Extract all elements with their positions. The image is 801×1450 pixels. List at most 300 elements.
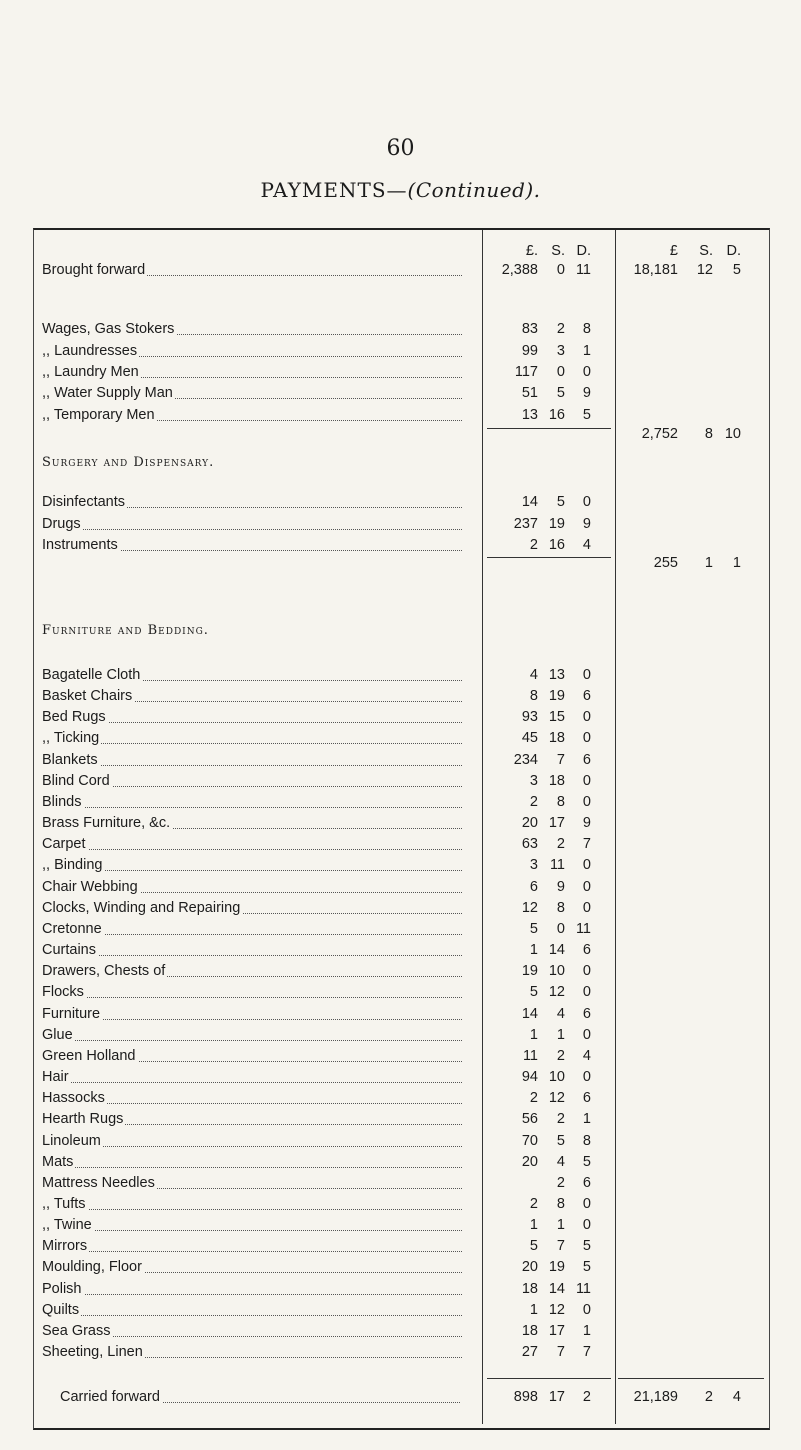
furniture-row-label-text: ,, Tufts — [42, 1196, 86, 1212]
leader-dots — [42, 934, 462, 935]
furniture-amt-pounds: 5 — [529, 984, 538, 1000]
furniture-amt-pence: 0 — [582, 1217, 591, 1233]
surgery-total-pence: 1 — [732, 555, 741, 571]
furniture-row-label — [42, 1194, 462, 1214]
furniture-row-label — [42, 1152, 462, 1172]
leader-dots — [42, 743, 462, 744]
wages-row-label — [42, 341, 462, 361]
furniture-amt-pounds: 12 — [521, 900, 538, 916]
furniture-amt-pence: 0 — [582, 1302, 591, 1318]
furniture-amt-shillings: 1 — [556, 1027, 565, 1043]
furniture-amt-shillings: 2 — [556, 836, 565, 852]
wages-amt-pence: 8 — [582, 321, 591, 337]
furniture-row-label — [42, 1067, 462, 1087]
furniture-amt-pence: 5 — [582, 1154, 591, 1170]
furniture-row — [0, 707, 801, 727]
leader-dots — [42, 807, 462, 808]
furniture-row-label — [42, 665, 462, 685]
furniture-row-label-text: Blinds — [42, 794, 82, 810]
furniture-subtotal-rule — [487, 1378, 611, 1379]
furniture-row — [0, 813, 801, 833]
furniture-amt-pounds: 1 — [529, 942, 538, 958]
furniture-row — [0, 961, 801, 981]
furniture-amt-pounds: 3 — [529, 857, 538, 873]
furniture-amt-pounds: 2 — [529, 1090, 538, 1106]
furniture-amt-pence: 0 — [582, 667, 591, 683]
furniture-row-label — [42, 898, 462, 918]
brought-forward-total-pence: 5 — [732, 262, 741, 278]
carried-forward-mid-shillings: 17 — [548, 1389, 565, 1405]
furniture-row — [0, 1067, 801, 1087]
furniture-row-label-text: Bagatelle Cloth — [42, 667, 141, 683]
furniture-amt-pence: 1 — [582, 1323, 591, 1339]
furniture-row — [0, 1279, 801, 1299]
furniture-amt-pence: 0 — [582, 857, 591, 873]
wages-total-row — [0, 424, 801, 444]
furniture-amt-shillings: 12 — [548, 1090, 565, 1106]
furniture-row — [0, 686, 801, 706]
furniture-amt-shillings: 8 — [556, 900, 565, 916]
furniture-amt-pence: 0 — [582, 963, 591, 979]
furniture-row — [0, 1004, 801, 1024]
wages-row-label-text: ,, Laundresses — [42, 343, 138, 359]
heading-sub: (Continued). — [407, 178, 541, 202]
brought-forward-mid-pence: 11 — [575, 262, 591, 278]
furniture-amt-pence: 0 — [582, 1069, 591, 1085]
furniture-amt-pence: 0 — [582, 1027, 591, 1043]
right-header-pence: D. — [726, 243, 741, 259]
wages-amt-pounds: 117 — [514, 364, 538, 380]
furniture-row-label-text: Moulding, Floor — [42, 1259, 142, 1275]
furniture-amt-pence: 7 — [582, 1344, 591, 1360]
furniture-amt-shillings: 2 — [556, 1111, 565, 1127]
furniture-amt-pence: 0 — [582, 879, 591, 895]
carried-forward-total-shillings: 2 — [704, 1389, 713, 1405]
leader-dots — [42, 1082, 462, 1083]
surgery-row — [0, 514, 801, 534]
furniture-row-label-text: Cretonne — [42, 921, 102, 937]
furniture-row — [0, 1088, 801, 1108]
furniture-row — [0, 940, 801, 960]
surgery-row — [0, 492, 801, 512]
furniture-amt-shillings: 14 — [548, 942, 565, 958]
furniture-amt-shillings: 8 — [556, 1196, 565, 1212]
currency-header — [0, 241, 801, 261]
wages-row-label — [42, 405, 462, 425]
furniture-row — [0, 1173, 801, 1193]
surgery-row-label — [42, 535, 462, 555]
wages-row — [0, 362, 801, 382]
wages-row-label — [42, 319, 462, 339]
brought-forward-row-label — [42, 260, 462, 280]
furniture-amt-pence: 6 — [582, 1006, 591, 1022]
furniture-row-label — [42, 919, 462, 939]
wages-amt-shillings: 0 — [556, 364, 565, 380]
furniture-row-label — [42, 1109, 462, 1129]
furniture-amt-pence: 5 — [582, 1259, 591, 1275]
furniture-row-label — [42, 940, 462, 960]
furniture-amt-pence: 0 — [582, 984, 591, 1000]
furniture-amt-pounds: 8 — [529, 688, 538, 704]
furniture-amt-shillings: 7 — [556, 1238, 565, 1254]
furniture-amt-pounds: 20 — [521, 1154, 538, 1170]
furniture-row — [0, 834, 801, 854]
furniture-amt-shillings: 18 — [548, 730, 565, 746]
furniture-amt-shillings: 12 — [548, 984, 565, 1000]
furniture-amt-pounds: 20 — [521, 815, 538, 831]
furniture-row-label-text: Furniture — [42, 1006, 101, 1022]
leader-dots — [42, 997, 462, 998]
furniture-row-label-text: Blind Cord — [42, 773, 110, 789]
furniture-amt-pounds: 5 — [529, 921, 538, 937]
furniture-amt-pence: 0 — [582, 900, 591, 916]
furniture-row-label — [42, 855, 462, 875]
furniture-row — [0, 1046, 801, 1066]
surgery-section-title: Surgery and Dispensary. — [42, 455, 215, 470]
wages-amt-pence: 5 — [582, 407, 591, 423]
furniture-amt-pounds: 93 — [521, 709, 538, 725]
furniture-row — [0, 792, 801, 812]
furniture-row-label-text: Glue — [42, 1027, 73, 1043]
furniture-row-label — [42, 686, 462, 706]
furniture-row-label-text: Curtains — [42, 942, 96, 958]
brought-forward-row — [0, 260, 801, 280]
furniture-row-label — [42, 771, 462, 791]
furniture-row-label-text: ,, Ticking — [42, 730, 100, 746]
furniture-row — [0, 1131, 801, 1151]
surgery-amt-shillings: 5 — [556, 494, 565, 510]
surgery-total-shillings: 1 — [704, 555, 713, 571]
furniture-row — [0, 1321, 801, 1341]
surgery-total-row — [0, 553, 801, 573]
carried-forward-total-pounds: 21,189 — [633, 1389, 678, 1405]
wages-row-label-text: ,, Temporary Men — [42, 407, 155, 423]
page-heading — [0, 178, 801, 202]
furniture-amt-pounds: 14 — [521, 1006, 538, 1022]
brought-forward-total-pounds: 18,181 — [633, 262, 678, 278]
leader-dots — [42, 1040, 462, 1041]
wages-amt-pence: 9 — [582, 385, 591, 401]
furniture-row-label-text: Chair Webbing — [42, 879, 138, 895]
furniture-amt-shillings: 0 — [556, 921, 565, 937]
leader-dots — [42, 870, 462, 871]
furniture-row — [0, 728, 801, 748]
leader-dots — [42, 529, 462, 530]
furniture-row-label — [42, 1025, 462, 1045]
furniture-amt-pounds: 2 — [529, 794, 538, 810]
furniture-row-label-text: Brass Furniture, &c. — [42, 815, 171, 831]
furniture-row-label — [42, 1215, 462, 1235]
wages-amt-shillings: 5 — [556, 385, 565, 401]
furniture-amt-pence: 1 — [582, 1111, 591, 1127]
furniture-row-label-text: ,, Binding — [42, 857, 103, 873]
furniture-amt-shillings: 5 — [556, 1133, 565, 1149]
furniture-amt-pence: 0 — [582, 773, 591, 789]
heading-main: PAYMENTS— — [260, 178, 408, 202]
furniture-row — [0, 1152, 801, 1172]
furniture-amt-shillings: 12 — [548, 1302, 565, 1318]
furniture-amt-pence: 6 — [582, 1175, 591, 1191]
furniture-amt-pounds: 27 — [521, 1344, 538, 1360]
furniture-row-label-text: Green Holland — [42, 1048, 136, 1064]
furniture-amt-pounds: 1 — [529, 1027, 538, 1043]
furniture-row-label — [42, 1236, 462, 1256]
wages-row-label — [42, 362, 462, 382]
furniture-row-label-text: Mattress Needles — [42, 1175, 155, 1191]
furniture-amt-pence: 6 — [582, 752, 591, 768]
furniture-row-label — [42, 1131, 462, 1151]
furniture-amt-shillings: 1 — [556, 1217, 565, 1233]
furniture-row-label — [42, 1300, 462, 1320]
furniture-amt-shillings: 7 — [556, 752, 565, 768]
furniture-row-label-text: Hair — [42, 1069, 69, 1085]
furniture-row-label — [42, 1342, 462, 1362]
furniture-row — [0, 1109, 801, 1129]
furniture-amt-shillings: 9 — [556, 879, 565, 895]
surgery-amt-shillings: 16 — [548, 537, 565, 553]
furniture-row — [0, 877, 801, 897]
wages-amt-pence: 0 — [582, 364, 591, 380]
leader-dots — [42, 1315, 462, 1316]
leader-dots — [42, 1251, 462, 1252]
furniture-row-label — [42, 728, 462, 748]
leader-dots — [42, 1230, 462, 1231]
surgery-total-pounds: 255 — [653, 555, 678, 571]
furniture-row — [0, 1236, 801, 1256]
furniture-row-label-text: Carpet — [42, 836, 86, 852]
surgery-amt-pence: 4 — [582, 537, 591, 553]
furniture-row-label-text: Polish — [42, 1281, 82, 1297]
furniture-row — [0, 919, 801, 939]
wages-amt-shillings: 2 — [556, 321, 565, 337]
page-number: 60 — [386, 136, 415, 161]
furniture-amt-pounds: 3 — [529, 773, 538, 789]
furniture-row — [0, 771, 801, 791]
furniture-amt-shillings: 7 — [556, 1344, 565, 1360]
furniture-amt-pounds: 11 — [522, 1048, 538, 1064]
furniture-row-label-text: Basket Chairs — [42, 688, 133, 704]
furniture-amt-pence: 6 — [582, 688, 591, 704]
surgery-amt-pounds: 2 — [529, 537, 538, 553]
furniture-row-label-text: ,, Twine — [42, 1217, 92, 1233]
furniture-row-label-text: Quilts — [42, 1302, 80, 1318]
furniture-amt-pence: 11 — [575, 921, 591, 937]
furniture-row — [0, 750, 801, 770]
furniture-amt-pence: 4 — [582, 1048, 591, 1064]
furniture-amt-shillings: 14 — [548, 1281, 565, 1297]
brought-forward-row-label-text: Brought forward — [42, 262, 146, 278]
carried-forward-label — [60, 1387, 460, 1407]
furniture-row-label — [42, 792, 462, 812]
furniture-row-label — [42, 1004, 462, 1024]
furniture-row — [0, 1342, 801, 1362]
wages-amt-pounds: 99 — [521, 343, 538, 359]
furniture-amt-shillings: 4 — [556, 1154, 565, 1170]
surgery-row-label — [42, 514, 462, 534]
surgery-amt-shillings: 19 — [548, 516, 565, 532]
furniture-row-label-text: Drawers, Chests of — [42, 963, 166, 979]
mid-header-pounds: £. — [525, 243, 538, 259]
wages-row — [0, 383, 801, 403]
furniture-row-label — [42, 877, 462, 897]
furniture-amt-shillings: 10 — [548, 1069, 565, 1085]
carried-forward-label-text: Carried forward — [60, 1389, 160, 1405]
furniture-row-label-text: Hearth Rugs — [42, 1111, 124, 1127]
furniture-amt-shillings: 17 — [548, 815, 565, 831]
brought-forward-mid-pounds: 2,388 — [501, 262, 538, 278]
furniture-amt-pounds: 18 — [521, 1323, 538, 1339]
wages-row — [0, 405, 801, 425]
right-header-shillings: S. — [699, 243, 713, 259]
furniture-row-label — [42, 1173, 462, 1193]
mid-header-shillings: S. — [551, 243, 565, 259]
furniture-row — [0, 855, 801, 875]
wages-row-label-text: ,, Laundry Men — [42, 364, 139, 380]
wages-amt-pence: 1 — [582, 343, 591, 359]
wages-row — [0, 319, 801, 339]
furniture-amt-pounds: 63 — [521, 836, 538, 852]
furniture-amt-pounds: 6 — [529, 879, 538, 895]
surgery-amt-pence: 9 — [582, 516, 591, 532]
wages-total-pence: 10 — [724, 426, 741, 442]
furniture-amt-shillings: 10 — [548, 963, 565, 979]
furniture-row-label — [42, 834, 462, 854]
surgery-row-label-text: Disinfectants — [42, 494, 126, 510]
leader-dots — [42, 1209, 462, 1210]
furniture-row — [0, 1257, 801, 1277]
wages-row — [0, 341, 801, 361]
furniture-row-label — [42, 1046, 462, 1066]
furniture-row-label — [42, 1257, 462, 1277]
furniture-row-label — [42, 1279, 462, 1299]
leader-dots — [42, 1146, 462, 1147]
furniture-amt-pounds: 19 — [521, 963, 538, 979]
furniture-amt-pounds: 94 — [521, 1069, 538, 1085]
furniture-amt-pounds: 56 — [521, 1111, 538, 1127]
furniture-row-label-text: Linoleum — [42, 1133, 101, 1149]
wages-amt-pounds: 83 — [521, 321, 538, 337]
furniture-amt-pence: 0 — [582, 794, 591, 810]
furniture-row-label-text: Bed Rugs — [42, 709, 106, 725]
furniture-row-label-text: Hassocks — [42, 1090, 105, 1106]
furniture-row-label-text: Sheeting, Linen — [42, 1344, 143, 1360]
furniture-amt-pounds: 2 — [529, 1196, 538, 1212]
furniture-amt-shillings: 13 — [548, 667, 565, 683]
furniture-amt-shillings: 11 — [549, 857, 565, 873]
furniture-amt-shillings: 18 — [548, 773, 565, 789]
brought-forward-mid-shillings: 0 — [556, 262, 565, 278]
wages-total-pounds: 2,752 — [641, 426, 678, 442]
furniture-amt-pence: 8 — [582, 1133, 591, 1149]
furniture-row-label — [42, 1088, 462, 1108]
furniture-amt-pounds: 70 — [521, 1133, 538, 1149]
furniture-row-label — [42, 961, 462, 981]
surgery-row-label-text: Instruments — [42, 537, 118, 553]
furniture-row — [0, 1300, 801, 1320]
mid-header-pence: D. — [576, 243, 591, 259]
furniture-amt-pence: 0 — [582, 709, 591, 725]
wages-amt-pounds: 51 — [521, 385, 538, 401]
furniture-amt-pounds: 4 — [529, 667, 538, 683]
wages-total-shillings: 8 — [704, 426, 713, 442]
furniture-amt-shillings: 19 — [548, 1259, 565, 1275]
furniture-amt-pounds: 1 — [529, 1217, 538, 1233]
furniture-amt-pence: 6 — [582, 1090, 591, 1106]
grand-total-rule — [618, 1378, 764, 1379]
furniture-row — [0, 1194, 801, 1214]
furniture-amt-pounds: 5 — [529, 1238, 538, 1254]
furniture-amt-pounds: 234 — [513, 752, 538, 768]
surgery-row — [0, 535, 801, 555]
wages-amt-shillings: 3 — [556, 343, 565, 359]
furniture-amt-pence: 0 — [582, 1196, 591, 1212]
surgery-row-label-text: Drugs — [42, 516, 81, 532]
furniture-row-label — [42, 1321, 462, 1341]
wages-row-label — [42, 383, 462, 403]
furniture-amt-shillings: 8 — [556, 794, 565, 810]
surgery-row-label — [42, 492, 462, 512]
furniture-amt-shillings: 17 — [548, 1323, 565, 1339]
furniture-row-label-text: Blankets — [42, 752, 98, 768]
furniture-amt-shillings: 15 — [548, 709, 565, 725]
furniture-amt-pence: 0 — [582, 730, 591, 746]
furniture-section-title: Furniture and Bedding. — [42, 623, 209, 638]
furniture-row — [0, 665, 801, 685]
furniture-amt-pence: 7 — [582, 836, 591, 852]
surgery-amt-pence: 0 — [582, 494, 591, 510]
furniture-amt-pounds: 45 — [521, 730, 538, 746]
carried-forward-mid-pence: 2 — [582, 1389, 591, 1405]
furniture-row-label — [42, 813, 462, 833]
furniture-row-label — [42, 707, 462, 727]
furniture-row-label-text: Mirrors — [42, 1238, 88, 1254]
leader-dots — [42, 955, 462, 956]
furniture-amt-pence: 11 — [575, 1281, 591, 1297]
leader-dots — [42, 849, 462, 850]
furniture-amt-shillings: 19 — [548, 688, 565, 704]
carried-forward-row — [0, 1387, 801, 1407]
right-header-pounds: £ — [669, 243, 678, 259]
leader-dots — [42, 765, 462, 766]
furniture-row-label-text: Flocks — [42, 984, 84, 1000]
leader-dots — [42, 1167, 462, 1168]
wages-row-label-text: ,, Water Supply Man — [42, 385, 173, 401]
furniture-amt-pence: 6 — [582, 942, 591, 958]
furniture-amt-shillings: 2 — [556, 1175, 565, 1191]
furniture-row-label-text: Sea Grass — [42, 1323, 111, 1339]
furniture-amt-shillings: 2 — [556, 1048, 565, 1064]
carried-forward-mid-pounds: 898 — [513, 1389, 538, 1405]
furniture-amt-pounds: 20 — [521, 1259, 538, 1275]
surgery-amt-pounds: 237 — [513, 516, 538, 532]
surgery-amt-pounds: 14 — [521, 494, 538, 510]
furniture-row-label — [42, 982, 462, 1002]
leader-dots — [42, 1019, 462, 1020]
furniture-row-label-text: Mats — [42, 1154, 74, 1170]
furniture-amt-pounds: 1 — [529, 1302, 538, 1318]
furniture-row — [0, 1025, 801, 1045]
furniture-row — [0, 982, 801, 1002]
wages-amt-pounds: 13 — [521, 407, 538, 423]
wages-amt-shillings: 16 — [548, 407, 565, 423]
furniture-amt-pence: 5 — [582, 1238, 591, 1254]
furniture-amt-pence: 9 — [582, 815, 591, 831]
furniture-amt-pounds: 18 — [521, 1281, 538, 1297]
leader-dots — [42, 1294, 462, 1295]
brought-forward-total-shillings: 12 — [696, 262, 713, 278]
furniture-row-label-text: Clocks, Winding and Repairing — [42, 900, 241, 916]
wages-row-label-text: Wages, Gas Stokers — [42, 321, 175, 337]
